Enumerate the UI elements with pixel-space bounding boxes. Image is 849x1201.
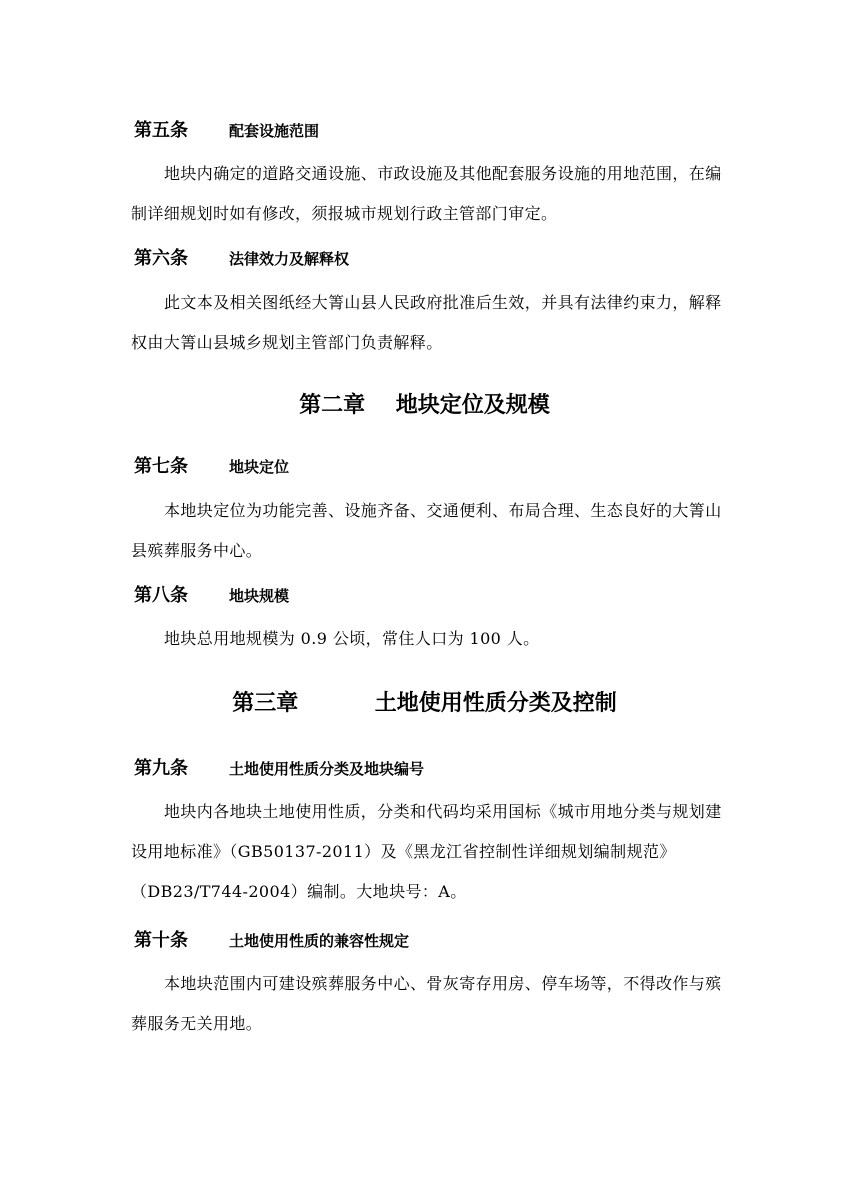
article-number: 第十条 — [134, 930, 188, 951]
article-6-text: 此文本及相关图纸经大箐山县人民政府批准后生效，并具有法律约束力，解释权由大箐山县城乡规划主管部门负责解释。 — [131, 293, 722, 352]
article-10-heading — [134, 929, 409, 953]
article-8-text: 地块总用地规模为 0.9 公顷，常住人口为 100 人。 — [164, 629, 540, 648]
article-7-heading — [134, 455, 289, 479]
article-title: 地块定位 — [229, 458, 290, 476]
article-number: 第九条 — [134, 758, 188, 779]
article-9-heading — [134, 757, 424, 781]
article-title: 土地使用性质分类及地块编号 — [229, 760, 425, 778]
article-title: 配套设施范围 — [229, 122, 320, 140]
article-number: 第六条 — [134, 248, 188, 269]
article-7-text: 本地块定位为功能完善、设施齐备、交通便利、布局合理、生态良好的大箐山县殡葬服务中心。 — [131, 501, 722, 560]
article-10-text: 本地块范围内可建设殡葬服务中心、骨灰寄存用房、停车场等，不得改作与殡葬服务无关用地。 — [131, 974, 722, 1033]
article-8-heading — [134, 584, 289, 608]
chapter-2-title: 第二章 地块定位及规模 — [299, 393, 550, 418]
article-number: 第八条 — [134, 585, 188, 606]
article-title: 土地使用性质的兼容性规定 — [229, 932, 410, 950]
article-5-heading — [134, 119, 319, 143]
chapter-3-title: 第三章 土地使用性质分类及控制 — [232, 691, 617, 716]
article-title: 地块规模 — [229, 587, 290, 605]
article-6-heading — [134, 247, 349, 271]
article-9-text: 地块内各地块土地使用性质，分类和代码均采用国标《城市用地分类与规划建设用地标准》（GB50137-2011）及《黑龙江省控制性详细规划编制规范》（DB23/T744-2004）编制。大地块号：A。 — [131, 802, 722, 901]
article-number: 第七条 — [134, 456, 188, 477]
article-number: 第五条 — [134, 120, 188, 141]
article-5-text: 地块内确定的道路交通设施、市政设施及其他配套服务设施的用地范围，在编制详细规划时如有修改，须报城市规划行政主管部门审定。 — [131, 164, 722, 223]
article-title: 法律效力及解释权 — [229, 250, 350, 268]
